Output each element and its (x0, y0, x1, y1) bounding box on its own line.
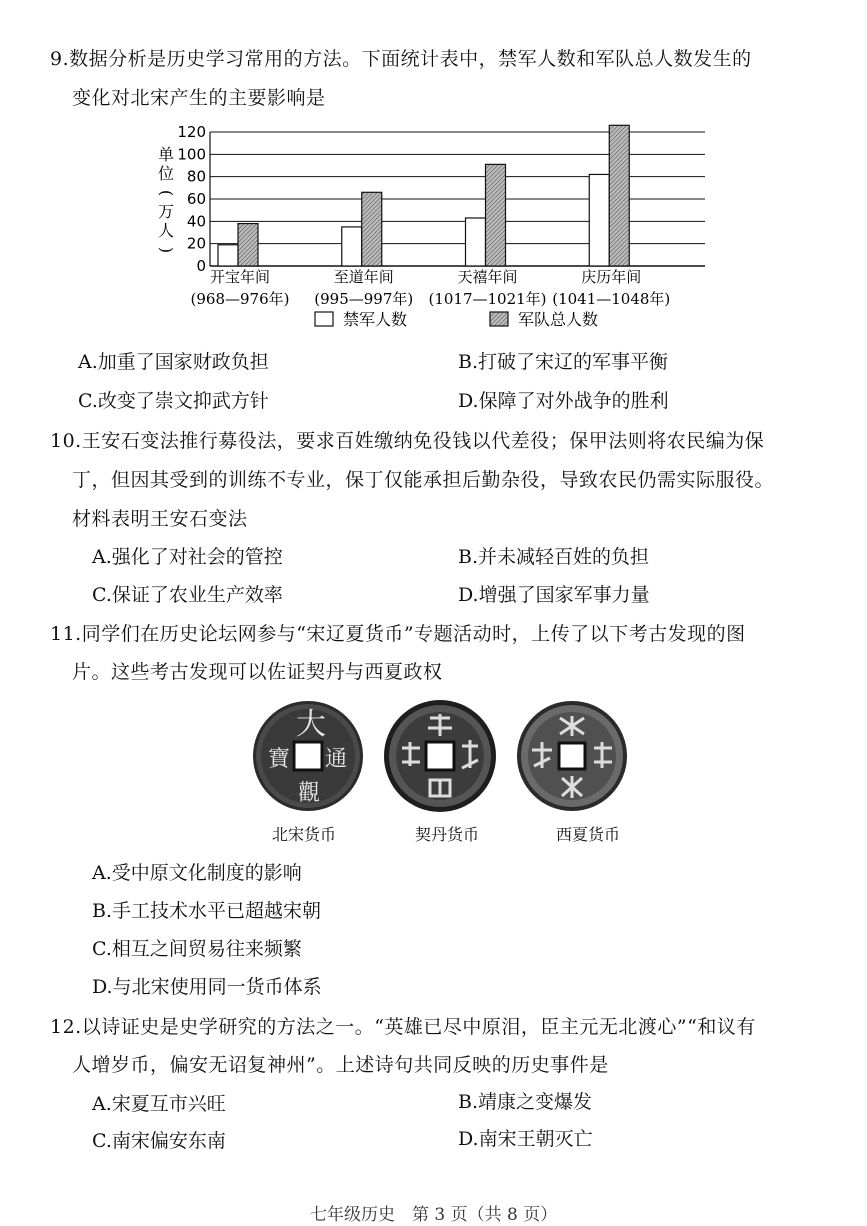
coin-images (250, 698, 630, 816)
q11-option-a[interactable]: A.受中原文化制度的影响 (92, 862, 302, 884)
legend-label: 军队总人数 (518, 310, 599, 329)
q10-option-b[interactable]: B.并未减轻百姓的负担 (458, 546, 650, 568)
q10-option-c[interactable]: C.保证了农业生产效率 (92, 584, 283, 606)
svg-text:寶: 寶 (268, 747, 291, 772)
y-axis-label-char: 位 (157, 164, 175, 183)
bar-imperial-army (218, 245, 238, 266)
legend-swatch (490, 312, 508, 326)
q12-stem-line1: 12.以诗证史是史学研究的方法之一。“英雄已尽中原泪，臣主元无北渡心”“和议有 (50, 1016, 756, 1038)
bar-imperial-army (589, 174, 609, 266)
legend-label: 禁军人数 (343, 310, 408, 329)
svg-text:觀: 觀 (298, 781, 321, 806)
q11-option-d[interactable]: D.与北宋使用同一货币体系 (92, 976, 322, 998)
q9-option-d[interactable]: D.保障了对外战争的胜利 (458, 390, 669, 412)
coin-caption-khitan: 契丹货币 (415, 825, 480, 844)
q9-stem-line1: 9.数据分析是历史学习常用的方法。下面统计表中，禁军人数和军队总人数发生的 (50, 48, 752, 70)
x-category-label: 至道年间 (333, 268, 394, 286)
q11-stem-line2: 片。这些考古发现可以佐证契丹与西夏政权 (72, 661, 443, 683)
western-xia-coin (517, 701, 627, 811)
legend-swatch (315, 312, 333, 326)
q11-option-c[interactable]: C.相互之间贸易往来频繁 (92, 938, 302, 960)
y-tick-label: 120 (177, 123, 206, 141)
q12-option-c[interactable]: C.南宋偏安东南 (92, 1130, 226, 1152)
q10-option-d[interactable]: D.增强了国家军事力量 (458, 584, 650, 606)
bar-total-army (238, 224, 258, 266)
coin-caption-western-xia: 西夏货币 (556, 825, 621, 844)
q12-option-b[interactable]: B.靖康之变爆发 (458, 1091, 593, 1113)
y-tick-label: 60 (186, 190, 206, 208)
coin-caption-northern-song: 北宋货币 (272, 825, 337, 844)
x-category-label: 开宝年间 (209, 268, 271, 286)
bar-chart (150, 118, 730, 340)
bar-imperial-army (342, 227, 362, 266)
svg-text:通: 通 (325, 747, 348, 772)
x-category-label: 庆历年间 (581, 268, 642, 286)
bar-total-army (609, 125, 629, 266)
y-axis-label-char: ) (157, 246, 176, 254)
y-axis-label-char: 人 (157, 221, 175, 240)
y-tick-label: 20 (186, 234, 206, 253)
bar-total-army (486, 164, 506, 266)
q12-option-d[interactable]: D.南宋王朝灭亡 (458, 1128, 593, 1150)
q10-stem-line1: 10.王安石变法推行募役法，要求百姓缴纳免役钱以代差役；保甲法则将农民编为保 (50, 430, 765, 452)
q12-option-a[interactable]: A.宋夏互市兴旺 (92, 1093, 226, 1115)
khitan-coin (384, 700, 496, 812)
bar-imperial-army (466, 218, 486, 266)
q9-option-b[interactable]: B.打破了宋辽的军事平衡 (458, 351, 669, 373)
x-category-years: (1017—1021年) (428, 290, 547, 308)
q10-option-a[interactable]: A.强化了对社会的管控 (92, 546, 283, 568)
page-footer: 七年级历史 第 3 页（共 8 页） (310, 1205, 558, 1225)
x-category-years: (1041—1048年) (552, 290, 671, 308)
q11-option-b[interactable]: B.手工技术水平已超越宋朝 (92, 900, 322, 922)
y-tick-label: 80 (186, 167, 206, 186)
y-tick-label: 40 (186, 212, 206, 231)
q11-stem-line1: 11.同学们在历史论坛网参与“宋辽夏货币”专题活动时，上传了以下考古发现的图 (50, 623, 746, 645)
y-tick-label: 0 (196, 257, 206, 275)
q9-stem-line2: 变化对北宋产生的主要影响是 (72, 87, 326, 109)
y-axis-label-char: 单 (157, 145, 175, 164)
y-tick-label: 100 (177, 145, 206, 164)
q10-stem-line2: 丁，但因其受到的训练不专业，保丁仅能承担后勤杂役，导致农民仍需实际服役。 (72, 469, 775, 491)
northern-song-coin (253, 701, 363, 811)
q12-stem-line2: 人增岁币，偏安无诏复神州”。上述诗句共同反映的历史事件是 (72, 1054, 609, 1076)
x-category-years: (968—976年) (190, 290, 290, 308)
bar-total-army (362, 192, 382, 266)
x-category-label: 天禧年间 (457, 268, 518, 286)
coin1-char-top: 大 (296, 707, 326, 742)
y-axis-label-char: 万 (157, 202, 175, 221)
q10-stem-line3: 材料表明王安石变法 (72, 508, 248, 530)
q9-option-c[interactable]: C.改变了崇文抑武方针 (78, 390, 269, 412)
q9-option-a[interactable]: A.加重了国家财政负担 (78, 351, 269, 373)
y-axis-label-char: ( (157, 189, 176, 197)
x-category-years: (995—997年) (314, 290, 414, 308)
